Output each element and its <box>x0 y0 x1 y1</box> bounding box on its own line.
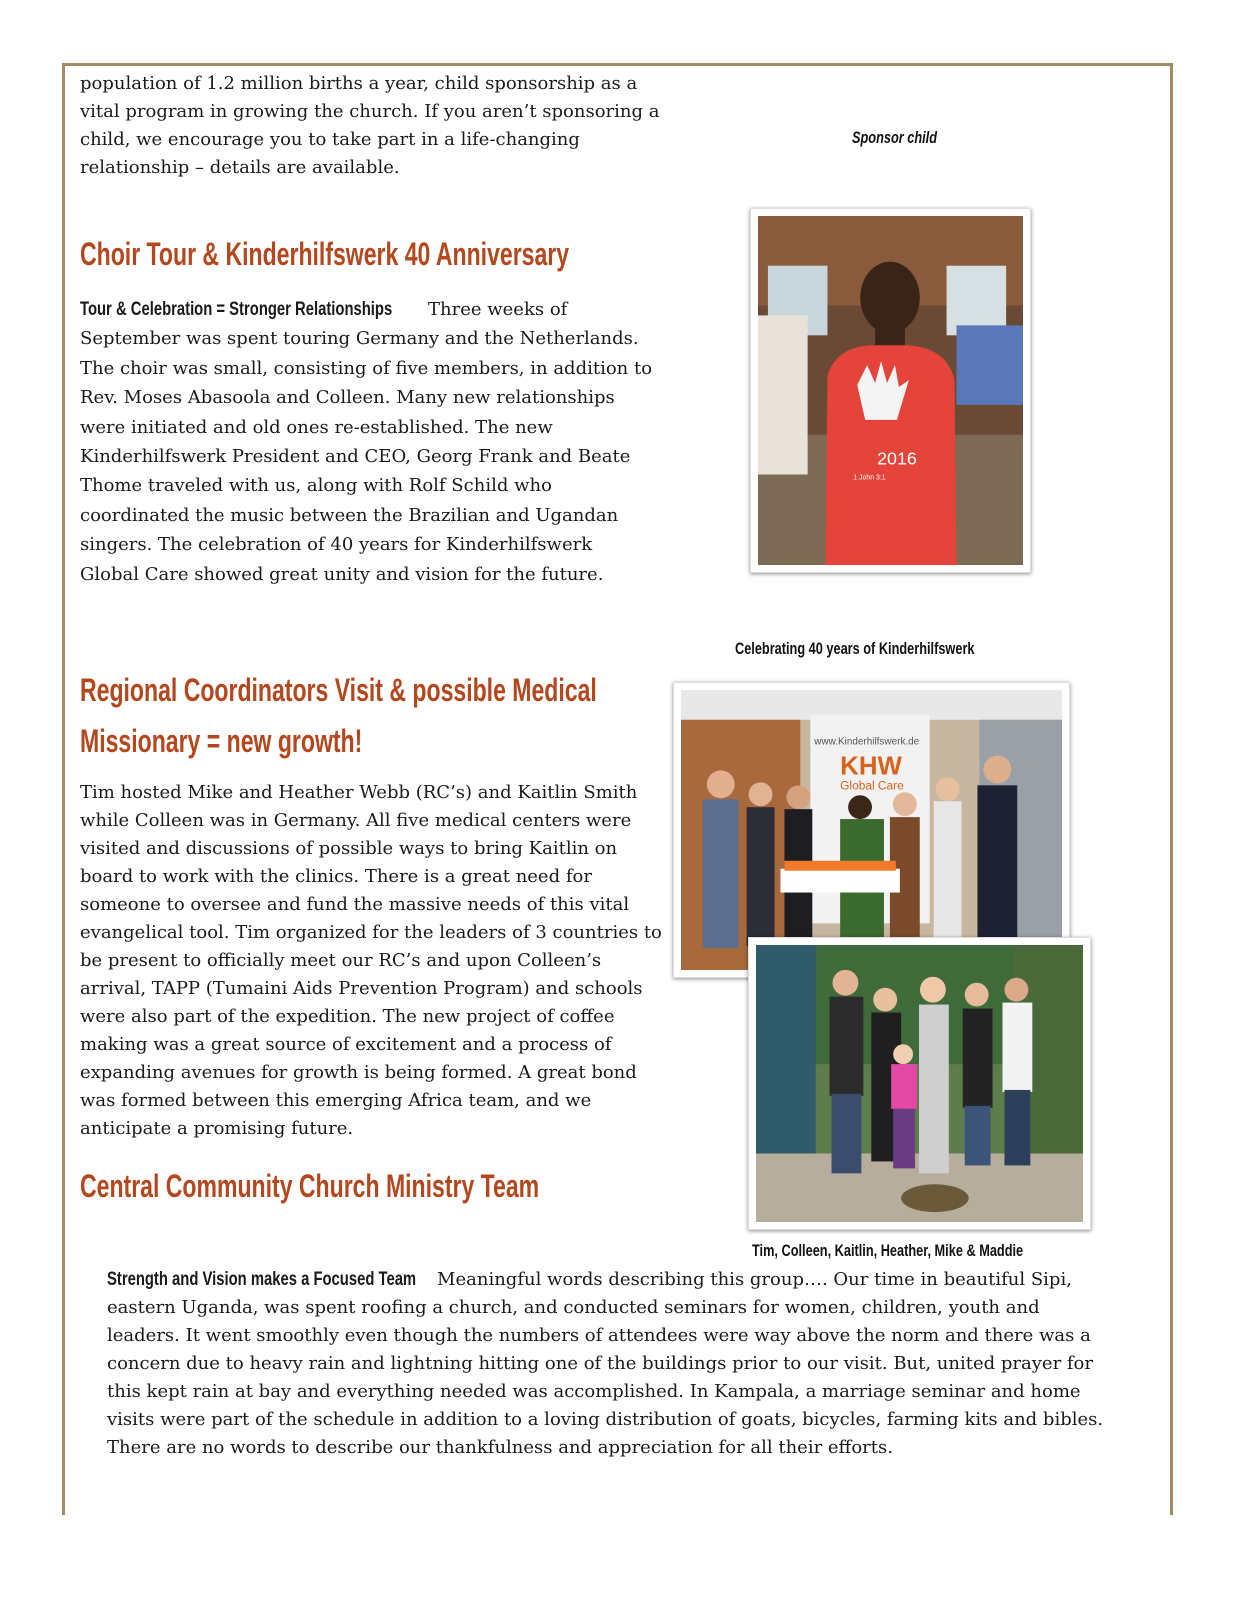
regional-heading-line2: Missionary = new growth! <box>80 723 363 759</box>
team-caption: Tim, Colleen, Kaitlin, Heather, Mike & Maddie <box>752 1241 1024 1260</box>
choir-body: Three weeks of September was spent touring Germany and the Netherlands. The choir was small, consisting of five members, in addition to Rev. Moses Abasoola and Colleen. Many new relationships were initiated and old ones re-established. The new Kinderhilfswerk President and CEO, Georg Frank and Beate Thome traveled with us, along with Rolf Schild who coordinated the music between the Brazilian and Ugandan singers. The celebration of 40 years for Kinderhilfswerk Global Care showed great unity and vision for the future. <box>80 299 653 585</box>
shirt-verse: 1 John 3:1 <box>853 474 886 482</box>
celebration-image <box>681 690 1062 970</box>
banner-url: www.Kinderhilfswerk.de <box>814 736 920 748</box>
central-heading: Central Community Church Ministry Team <box>80 1168 540 1204</box>
page-frame-right <box>1170 63 1173 1515</box>
sponsor-caption: Sponsor child <box>852 128 938 147</box>
intro-paragraph: population of 1.2 million births a year, child sponsorship as a vital program in growing the church. If you aren’t sponsoring a child, we encourage you to take part in a life-changing relationship – details are available. <box>80 73 660 178</box>
choir-heading: Choir Tour & Kinderhilfswerk 40 Anniversary <box>80 236 570 272</box>
banner-logo: KHW <box>840 752 902 781</box>
sponsor-child-image <box>758 216 1023 565</box>
regional-heading-line1: Regional Coordinators Visit & possible Medical <box>80 672 597 708</box>
team-photo <box>748 937 1091 1230</box>
celebrating-caption: Celebrating 40 years of Kinderhilfswerk <box>735 639 975 658</box>
sponsor-child-photo <box>750 208 1031 573</box>
team-image <box>756 945 1083 1222</box>
central-lead: Strength and Vision makes a Focused Team <box>107 1269 417 1290</box>
choir-paragraph <box>80 295 655 589</box>
central-paragraph <box>107 1266 1107 1462</box>
celebration-photo <box>673 682 1070 978</box>
choir-lead: Tour & Celebration = Stronger Relationships <box>80 299 393 320</box>
page-frame-left <box>62 63 65 1515</box>
central-body: Meaningful words describing this group…. Our time in beautiful Sipi, eastern Uganda, was spent roofing a church, and conducted seminars for women, children, youth and leaders. It went smoothly even though the numbers of attendees were way above the norm and there was a concern due to heavy rain and lightning hitting one of the buildings prior to our visit. But, united prayer for this kept rain at bay and everything needed was accomplished. In Kampala, a marriage seminar and home visits were part of the schedule in addition to a loving distribution of goats, bicycles, farming kits and bibles. There are no words to describe our thankfulness and appreciation for all their efforts. <box>107 1269 1104 1458</box>
regional-paragraph: Tim hosted Mike and Heather Webb (RC’s) and Kaitlin Smith while Colleen was in Germany. All five medical centers were visited and discussions of possible ways to bring Kaitlin on board to work with the clinics. There is a great need for someone to oversee and fund the massive needs of this vital evangelical tool. Tim organized for the leaders of 3 countries to be present to officially meet our RC’s and upon Colleen’s arrival, TAPP (Tumaini Aids Prevention Program) and schools were also part of the expedition. The new project of coffee making was a great source of excitement and a process of expanding avenues for growth is being formed. A great bond was formed between this emerging Africa team, and we anticipate a promising future. <box>80 782 662 1139</box>
page-frame-top <box>62 63 1173 66</box>
banner-sub: Global Care <box>840 778 904 793</box>
shirt-year: 2016 <box>877 448 917 469</box>
